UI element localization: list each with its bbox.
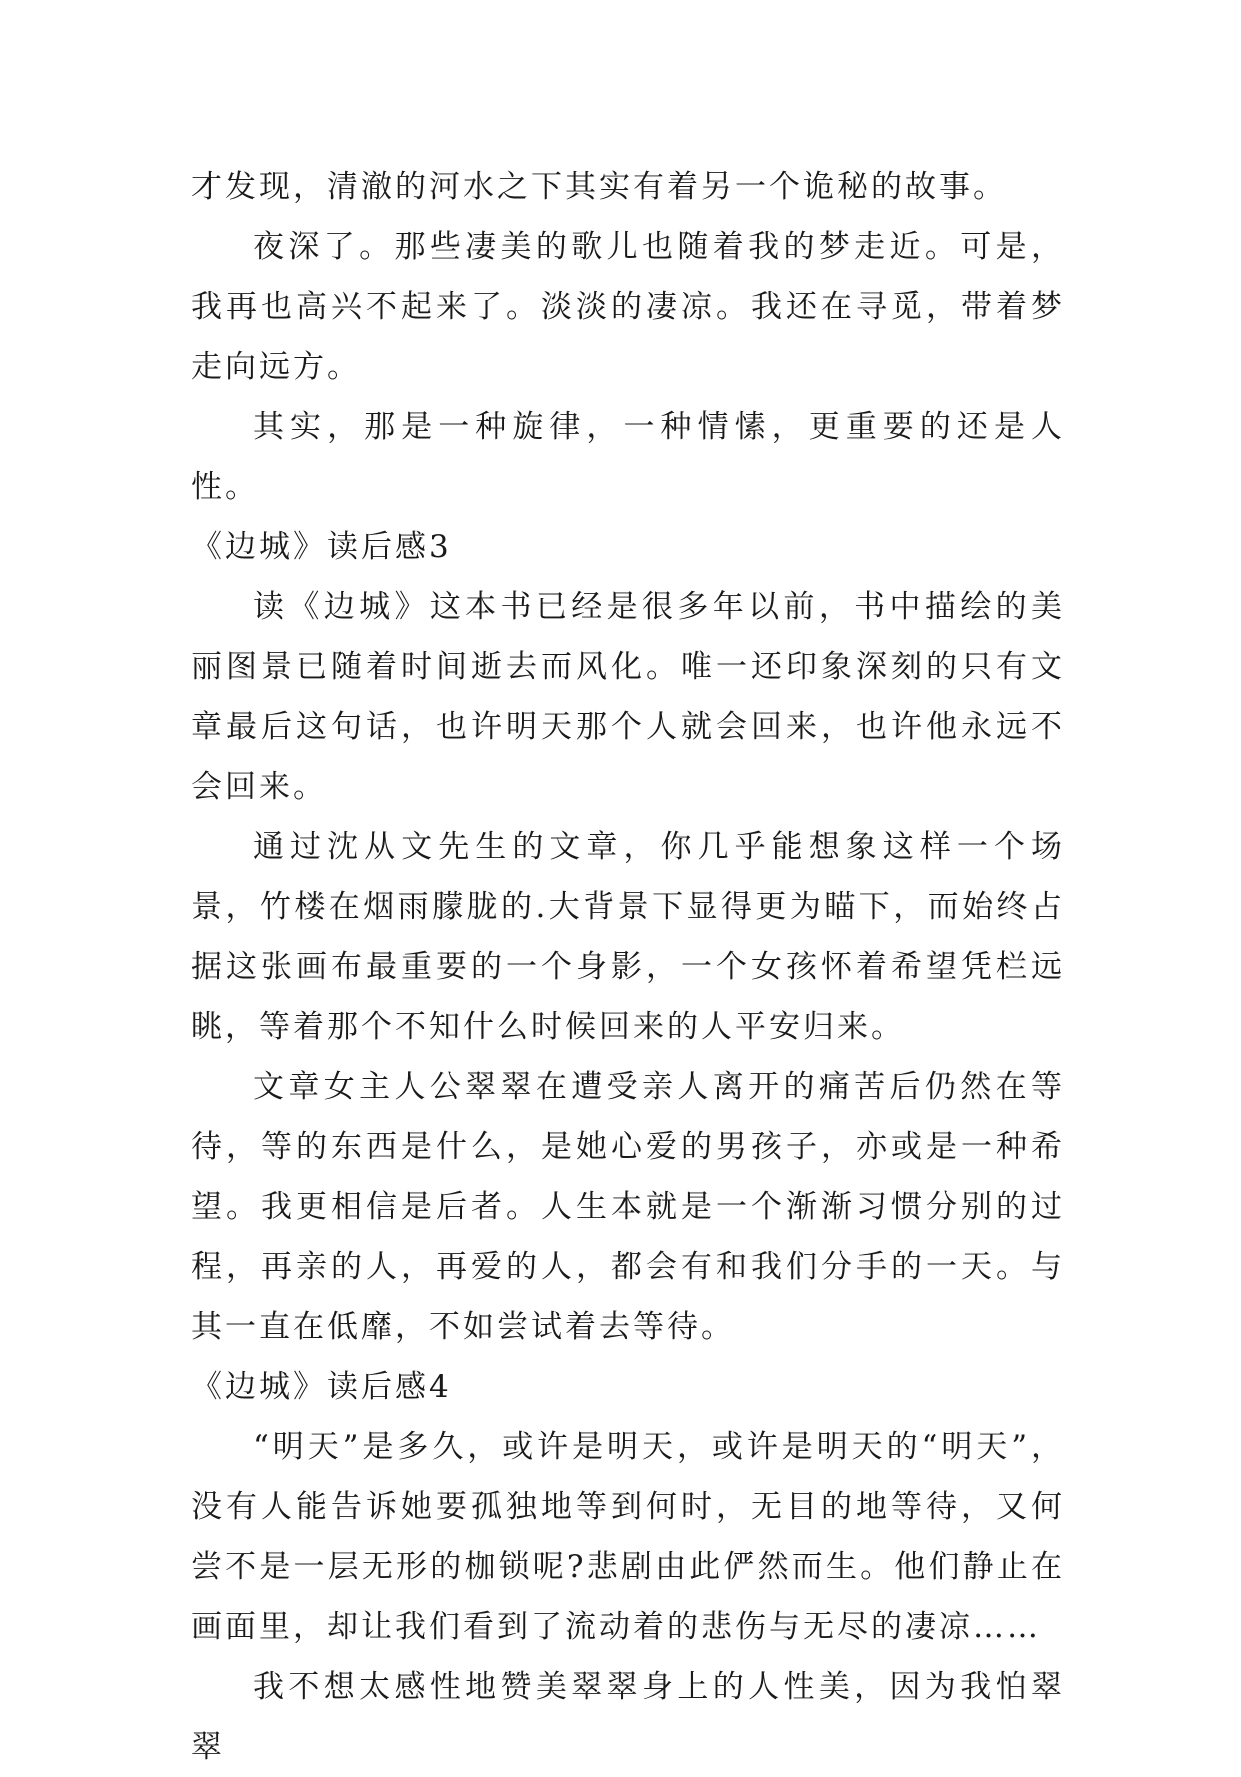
paragraph: “明天”是多久，或许是明天，或许是明天的“明天”，没有人能告诉她要孤独地等到何时，无目的地等待，又何尝不是一层无形的枷锁呢?悲剧由此俨然而生。他们静止在画面里，却让我们看到了流动着的悲伤与无尽的凄凉…… (191, 1429, 1065, 1645)
paragraph: 文章女主人公翠翠在遭受亲人离开的痛苦后仍然在等待，等的东西是什么，是她心爱的男孩子，亦或是一种希望。我更相信是后者。人生本就是一个渐渐习惯分别的过程，再亲的人，再爱的人，都会有和我们分手的一天。与其一直在低靡，不如尝试着去等待。 (191, 1069, 1065, 1345)
section-heading: 《边城》读后感3 (191, 529, 452, 565)
document-body (191, 157, 1065, 1777)
paragraph: 读《边城》这本书已经是很多年以前，书中描绘的美丽图景已随着时间逝去而风化。唯一还印象深刻的只有文章最后这句话，也许明天那个人就会回来，也许他永远不会回来。 (191, 589, 1065, 805)
paragraph: 夜深了。那些凄美的歌儿也随着我的梦走近。可是，我再也高兴不起来了。淡淡的凄凉。我还在寻觅，带着梦走向远方。 (191, 229, 1065, 385)
paragraph: 通过沈从文先生的文章，你几乎能想象这样一个场景，竹楼在烟雨朦胧的.大背景下显得更为瞄下，而始终占据这张画布最重要的一个身影，一个女孩怀着希望凭栏远眺，等着那个不知什么时候回来的人平安归来。 (191, 829, 1065, 1045)
paragraph: 其实，那是一种旋律，一种情愫，更重要的还是人性。 (191, 409, 1065, 505)
section-heading: 《边城》读后感4 (191, 1369, 452, 1405)
paragraph: 才发现，清澈的河水之下其实有着另一个诡秘的故事。 (191, 169, 1007, 205)
paragraph: 我不想太感性地赞美翠翠身上的人性美，因为我怕翠翠 (191, 1669, 1065, 1765)
